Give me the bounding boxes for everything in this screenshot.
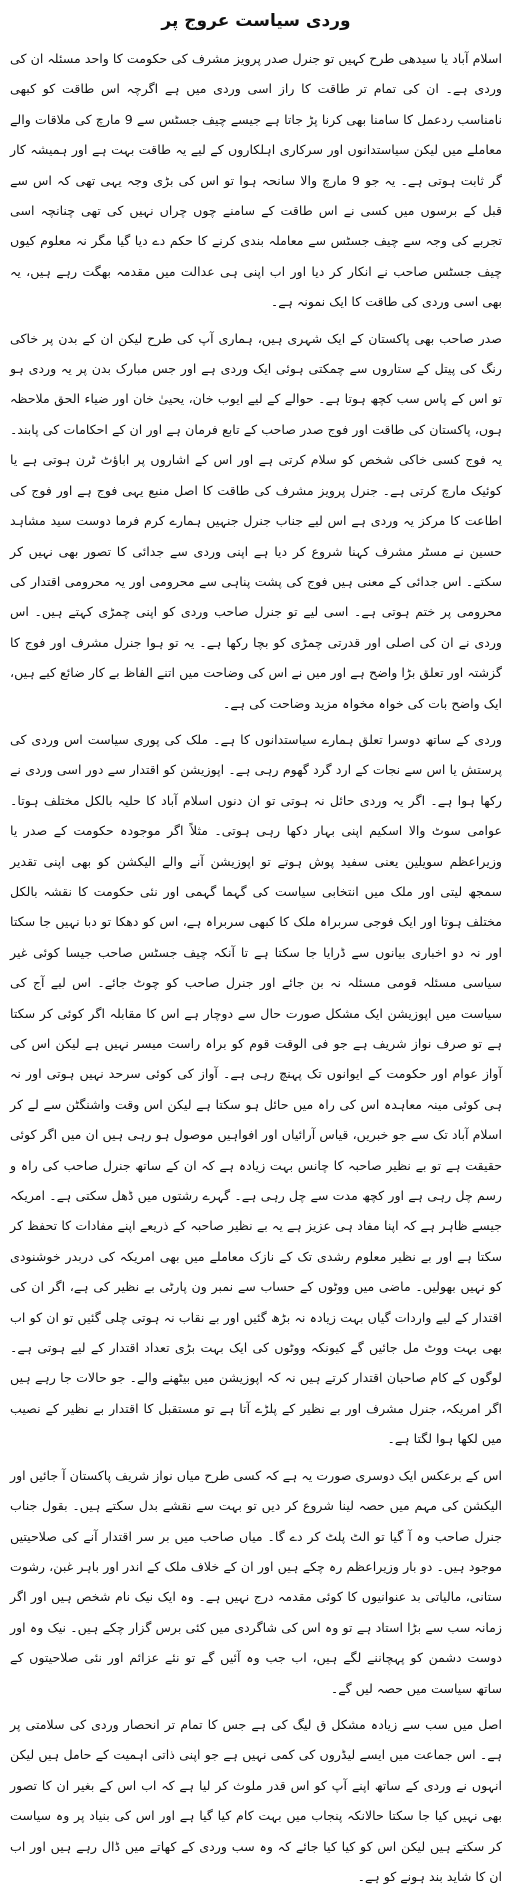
article-paragraph-1: اسلام آباد یا سیدھی طرح کہیں تو جنرل صدر پرویز مشرف کی حکومت کا واحد مسئلہ ان کی وردی ہے۔ ان کی تمام تر طاقت کا راز اسی وردی میں ہے اگرچہ اس طاقت کو کبھی نامناسب ردعمل کا سامنا بھی کرنا پڑ جاتا ہے جیسے چیف جسٹس سے 9 مارچ کی ملاقات والے معاملے میں لیکن سیاستدانوں اور سرکاری اہلکاروں کے لیے یہ طاقت بہت ہے اور ہمیشہ کار گر ثابت ہوتی ہے۔ یہ جو 9 مارچ والا سانحہ ہوا تو اس کی بڑی وجہ یہی تھی کہ اس سے قبل کے برسوں میں کسی نے اس طاقت کے سامنے چوں چراں نہیں کی تھی چنانچہ اسی تجربے کی وجہ سے چیف جسٹس سے معاملہ بندی کرنے کا حکم دے دیا گیا مگر نہ معلوم کیوں چیف جسٹس صاحب نے انکار کر دیا اور اب اپنی ہی عدالت میں مقدمہ بھگت رہے ہیں، یہ بھی اسی وردی کی طاقت کا ایک نمونہ ہے۔ — [10, 51, 502, 310]
article-paragraph-5: اصل میں سب سے زیادہ مشکل ق لیگ کی ہے جس کا تمام تر انحصار وردی کی سلامتی پر ہے۔ اس جماعت میں ایسے لیڈروں کی کمی نہیں ہے جو اپنی ذاتی اہمیت کے حامل ہیں لیکن انہوں نے وردی کے ساتھ اپنے آپ کو اس قدر ملوث کر لیا ہے کہ اب اس کے بغیر ان کا تصور بھی نہیں کیا جا سکتا حالانکہ پنجاب میں بہت کام کیا گیا ہے اور اس کی بنیاد پر وہ سیاست کر سکتے ہیں لیکن اس کو کیا کیا جائے کہ وہ سب وردی کے کھاتے میں ڈال رہے ہیں اور اب ان کا شاید بند ہونے کو ہے۔ — [10, 1716, 502, 1884]
article-paragraph-3: وردی کے ساتھ دوسرا تعلق ہمارے سیاستدانوں کا ہے۔ ملک کی پوری سیاست اس وردی کی پرستش یا اس سے نجات کے ارد گرد گھوم رہی ہے۔ اپوزیشن کو اقتدار سے دور اسی وردی نے رکھا ہوا ہے۔ اگر یہ وردی حائل نہ ہوتی تو ان دنوں اسلام آباد کا حلیہ بالکل مختلف ہوتا۔ عوامی سوٹ والا اسکیم اپنی بہار دکھا رہی ہوتی۔ مثلاً اگر موجودہ حکومت کے صدر یا وزیراعظم سویلین یعنی سفید پوش ہوتے تو اپوزیشن آنے والے الیکشن کو بھی اپنی تقدیر سمجھ لیتی اور ملک میں انتخابی سیاست کی گہما گہمی اور نئی حکومت کا نقشہ بالکل مختلف ہوتا اور ایک فوجی سربراہ ملک کا کبھی سربراہ ہے، اس کو دھکا تو دبا نہیں جا سکتا اور نہ دو اخباری بیانوں سے ڈرایا جا سکتا ہے تا آنکہ چیف جسٹس صاحب جیسا کوئی غیر سیاسی مسئلہ قومی مسئلہ نہ بن جائے اور جنرل صاحب کو چوٹ جائے۔ اس لیے آج کی سیاست میں اپوزیشن ایک مشکل صورت حال سے دوچار ہے اس کا مقابلہ اگر کوئی کر سکتا ہے تو صرف نواز شریف ہے جو فی الوقت قوم کو براہ راست میسر نہیں ہے لیکن اس کی آواز عوام اور حکومت کے ایوانوں تک پہنچ رہی ہے۔ آواز کی کوئی سرحد نہیں ہوتی اور نہ ہی کوئی مینہ معاہدہ اس کی راہ میں حائل ہو سکتا ہے لیکن اس وقت واشنگٹن سے لے کر اسلام آباد تک سے جو خبریں، قیاس آرائیاں اور افواہیں موصول ہو رہی ہیں ان میں اگر کوئی حقیقت ہے تو بے نظیر صاحبہ کا چانس بہت زیادہ ہے کہ ان کے ساتھ جنرل صاحب کی راہ و رسم چل رہی ہے اور کچھ مدت سے چل رہی ہے۔ گہرے رشتوں میں ڈھل سکتی ہے۔ امریکہ جیسے ظاہر ہے کہ اپنا مفاد ہی عزیز ہے یہ بے نظیر صاحبہ کے ذریعے اپنے مفادات کا تحفظ کر سکتا ہے اور بے نظیر معلوم رشدی تک کے نازک معاملے میں بھی امریکہ کی دربدر خوشنودی کو نہیں بھولیں۔ ماضی میں ووٹوں کے حساب سے نمبر ون پارٹی بے نظیر کی ہے، اگر ان کی اقتدار کے لیے واردات گیاں بہت زیادہ نہ بڑھ گئیں اور بے نقاب نہ ہوتی چلی گئیں تو ان کو اب بھی بہت ووٹ مل جائیں گے کیونکہ ووٹوں کی ایک بہت بڑی تعداد اقتدار کے لیے ہوتی ہے۔ لوگوں کے کام صاحبان اقتدار کرتے ہیں نہ کہ اپوزیشن میں بیٹھنے والے۔ جو حالات جا رہے ہیں اگر امریکہ، جنرل مشرف اور بے نظیر کے پلڑے آتا ہے تو مستقبل کا اقتدار بے نظیر کے نصیب میں لکھا ہوا لگتا ہے۔ — [10, 731, 502, 1447]
article-paragraph-4: اس کے برعکس ایک دوسری صورت یہ ہے کہ کسی طرح میاں نواز شریف پاکستان آ جائیں اور الیکشن کی مہم میں حصہ لینا شروع کر دیں تو بہت سے نقشے بدل سکتے ہیں۔ بقول جناب جنرل صاحب وہ آ گیا تو الٹ پلٹ کر دے گا۔ میاں صاحب میں بر سر اقتدار آنے کی صلاحیتیں موجود ہیں۔ دو بار وزیراعظم رہ چکے ہیں اور ان کے خلاف ملک کے اندر اور باہر غبن، رشوت ستانی، مالیاتی بد عنوانیوں کا کوئی مقدمہ درج نہیں ہے۔ وہ ایک نیک نام شخص ہیں اور اگر زمانہ سب سے بڑا استاد ہے تو وہ اس کی شاگردی میں کئی برس گزار چکے ہیں۔ نیک وہ اور دوست دشمن کو پہچاننے لگے ہیں، اب جب وہ آئیں گے تو نئے عزائم اور نئی صلاحیتوں کے ساتھ سیاست میں حصہ لیں گے۔ — [10, 1467, 502, 1696]
article-headline: وردی سیاست عروج پر — [161, 11, 351, 31]
article-paragraph-2: صدر صاحب بھی پاکستان کے ایک شہری ہیں، ہماری آپ کی طرح لیکن ان کے بدن پر خاکی رنگ کی پیتل کے ستاروں سے چمکتی ہوئی ایک وردی ہے اور جس مبارک بدن پر یہ وردی ہو تو اس کے پاس سب کچھ ہوتا ہے۔ حوالے کے لیے ایوب خان، یحییٰ خان اور ضیاء الحق ملاحظہ ہوں، پاکستان کی طاقت اور فوج صدر صاحب کے تابع فرمان ہے اور ان کے احکامات کی پابند۔ یہ فوج کسی خاکی شخص کو سلام کرتی ہے اور اس کے اشاروں پر اباؤٹ ٹرن ہوتی ہے یا کوئیک مارچ کرتی ہے۔ جنرل پرویز مشرف کی طاقت کا اصل منبع یہی فوج ہے اور فوج کی اطاعت کا مرکز یہ وردی ہے اس لیے جناب جنرل جنہیں ہمارے کرم فرما دوست سید مشاہد حسین نے مسٹر مشرف کہنا شروع کر دیا ہے اپنی وردی سے جدائی کا تصور بھی نہیں کر سکتے۔ اس جدائی کے معنی ہیں فوج کی پشت پناہی سے محرومی اور یہ محرومی اقتدار کی محرومی پر ختم ہوتی ہے۔ اسی لیے تو جنرل صاحب وردی کو اپنی چمڑی کہتے ہیں۔ اس وردی نے ان کی اصلی اور قدرتی چمڑی کو بچا رکھا ہے۔ یہ تو ہوا جنرل مشرف اور فوج کا گزشتہ اور تعلق بڑا واضح ہے اور میں نے اس کی وضاحت میں اتنے الفاظ بے کار ضائع کیے ہیں، ایک واضح بات کی خواہ مخواہ مزید وضاحت کی ہے۔ — [10, 330, 502, 711]
